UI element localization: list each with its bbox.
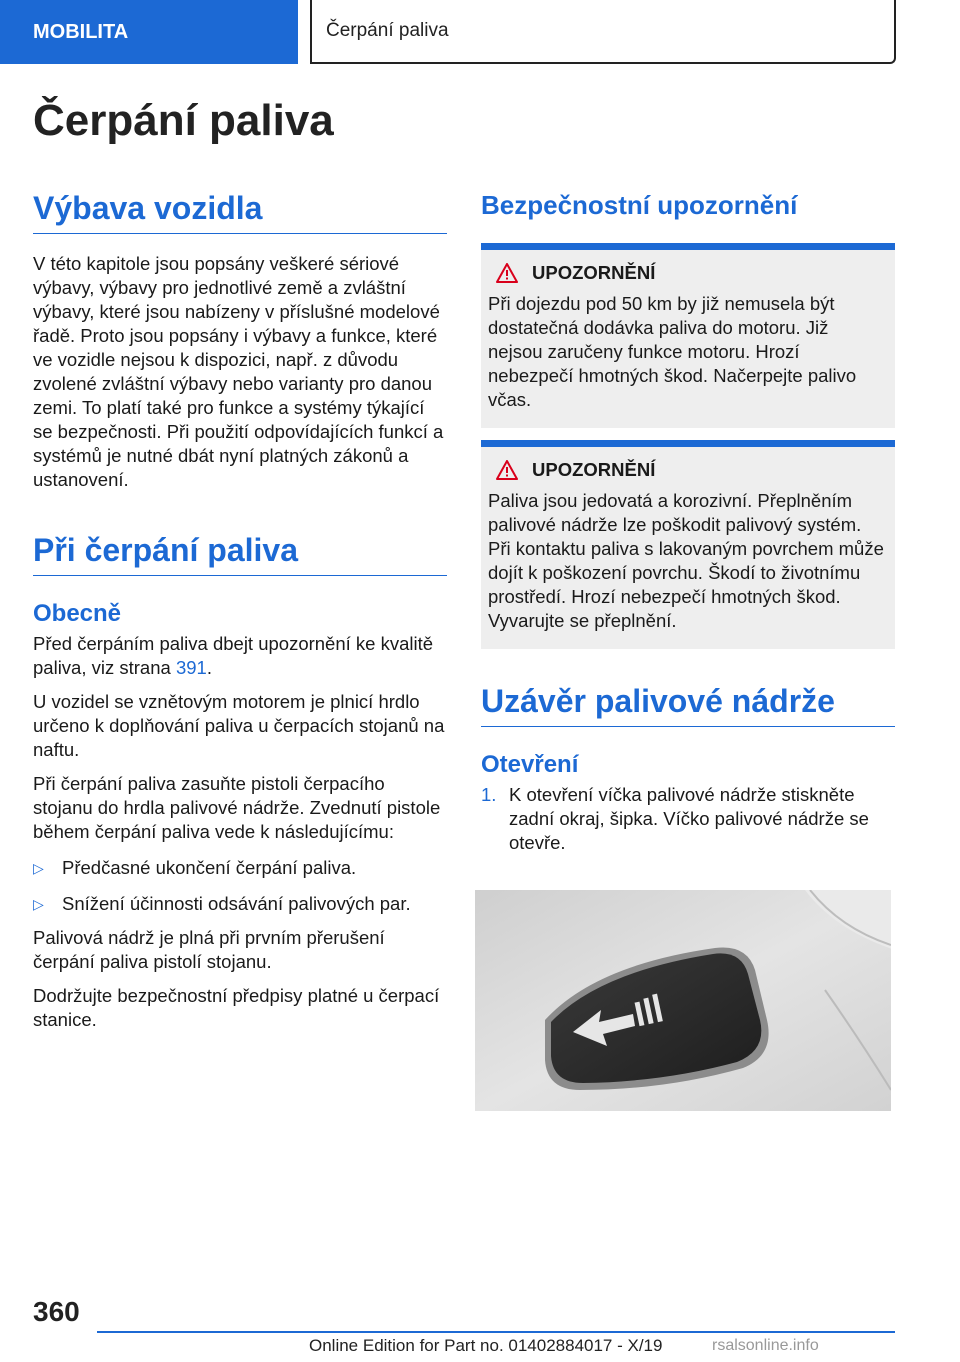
warning-text: Při dojezdu pod 50 km by již nemusela být dostatečná dodávka paliva do motoru. Již nejsou zaručeny funkce motoru. Hrozí nebezpečí hmotných škod. Načerpejte palivo včas.: [488, 293, 857, 410]
general-paragraph-4: Palivová nádrž je plná při prvním přerušení čerpání paliva pistolí stojanu.: [33, 927, 385, 972]
equipment-paragraph: V této kapitole jsou popsány veškeré sériové výbavy, výbavy pro jednotlivé země a zvláštní výbavy, které jsou nabízeny v příslušné modelové řadě. Proto jsou popsány i výbavy a funkce, které ve vozidle nejsou k dispozici, např. z důvodu zvolené zvláštní výbavy nebo varianty pro danou zemi. To platí také pro funkce a systémy týkající se bezpečnosti. Při použití odpovídajících funkcí a systémů je nutné dbát nyní platných zákonů a ustanovení.: [33, 253, 444, 490]
page-reference-link[interactable]: 391: [175, 657, 207, 678]
fuel-flap-illustration: [475, 890, 891, 1111]
list-item: [33, 856, 447, 880]
general-paragraph-1-text: Před čerpáním paliva dbejt upozornění ke kvalitě paliva, viz strana: [33, 633, 434, 678]
heading-equipment: Výbava vozidla: [33, 190, 447, 234]
step-number: 1.: [481, 784, 497, 805]
general-paragraph-1: [33, 632, 447, 680]
warning-triangle-icon: [496, 263, 518, 283]
warning-header: [488, 262, 888, 284]
general-paragraph-2: U vozidel se vznětovým motorem je plnicí hrdlo určeno k doplňování paliva u čerpacích stojanů na naftu.: [33, 691, 445, 760]
general-paragraph-3: Při čerpání paliva zasuňte pistoli čerpacího stojanu do hrdla palivové nádrže. Zvednutí pistole během čerpání paliva vede k následujícímu:: [33, 773, 441, 842]
list-item: [33, 892, 447, 916]
triangle-bullet-icon: ▷: [33, 896, 44, 912]
footer-divider: [97, 1331, 895, 1333]
heading-fuel-cap: Uzávěr palivové nádrže: [481, 683, 895, 727]
running-header-title: Čerpání paliva: [326, 20, 449, 41]
heading-open: Otevření: [481, 751, 579, 778]
warning-box: [481, 243, 895, 428]
page-number: 360: [33, 1296, 80, 1327]
warning-title: UPOZORNĚNÍ: [532, 459, 656, 480]
warning-header: [488, 459, 888, 481]
warning-title: UPOZORNĚNÍ: [532, 262, 656, 283]
section-tab-label: MOBILITA: [33, 20, 129, 43]
page-title: Čerpání paliva: [33, 96, 334, 145]
list-item-text: Snížení účinnosti odsávání palivových par.: [62, 893, 411, 914]
triangle-bullet-icon: ▷: [33, 860, 44, 876]
right-column: [481, 190, 895, 855]
general-paragraph-1-end: .: [206, 657, 212, 678]
general-paragraph-5: Dodržujte bezpečnostní předpisy platné u čerpací stanice.: [33, 985, 440, 1030]
fuel-flap-image: [475, 890, 891, 1111]
section-tab: [0, 0, 298, 64]
heading-refuel: Při čerpání paliva: [33, 532, 447, 576]
list-item-text: Předčasné ukončení čerpání paliva.: [62, 857, 357, 878]
warning-box: [481, 440, 895, 649]
warning-triangle-icon: [496, 460, 518, 480]
heading-general: Obecně: [33, 600, 122, 627]
step-item: [481, 783, 895, 855]
warning-text: Paliva jsou jedovatá a korozivní. Přeplněním palivové nádrže lze poškodit palivový systém. Při kontaktu paliva s lakovaným povrchem může dojít k poškození povrchu. Škodí to životnímu prostředí. Hrozí nebezpečí hmotných škod. Vyvarujte se přeplnění.: [488, 490, 884, 631]
footer-watermark: rsalsonline.info: [712, 1337, 819, 1354]
left-column: [33, 190, 447, 1032]
running-header: [310, 0, 896, 64]
heading-safety: Bezpečnostní upozornění: [481, 190, 798, 220]
footer-edition: Online Edition for Part no. 01402884017 - X/19: [309, 1336, 663, 1355]
step-text: K otevření víčka palivové nádrže stiskněte zadní okraj, šipka. Víčko palivové nádrže se otevře.: [509, 784, 869, 853]
